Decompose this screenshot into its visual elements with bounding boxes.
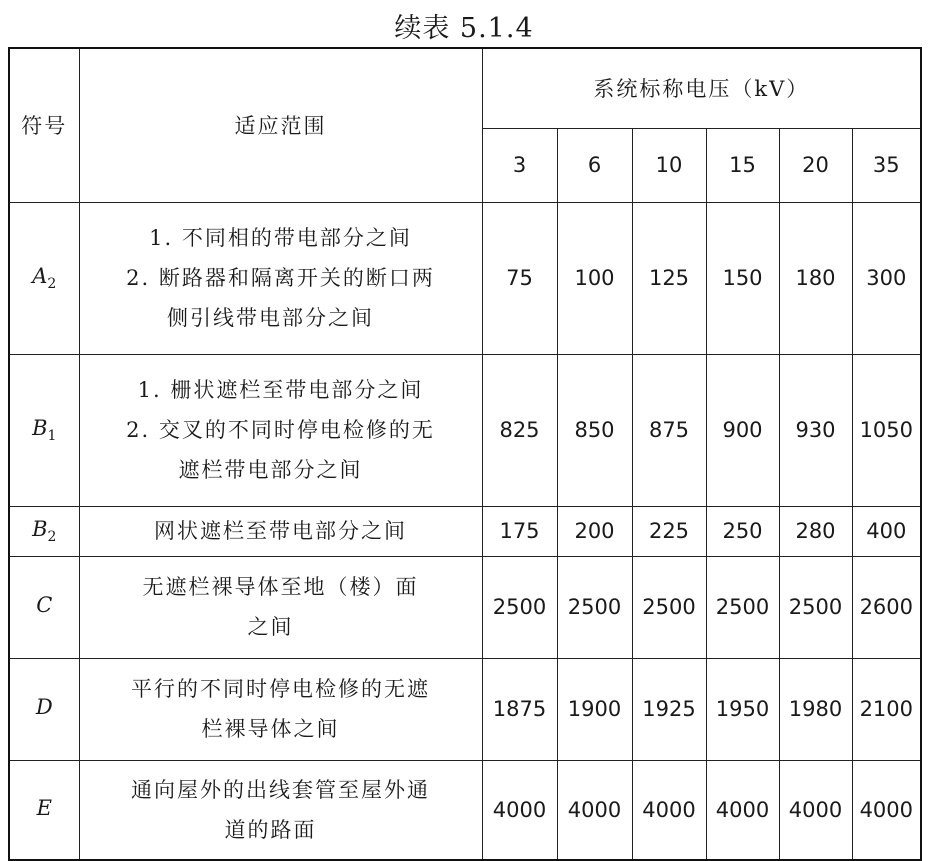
voltage-header: 35: [852, 128, 921, 202]
clearance-value: 1900: [557, 658, 632, 760]
clearance-value: 4000: [557, 760, 632, 860]
symbol-letter: E: [36, 795, 52, 820]
clearance-value: 4000: [632, 760, 706, 860]
symbol-subscript: 2: [47, 276, 57, 293]
clearance-value: 100: [557, 202, 632, 354]
scope-line: 2. 断路器和隔离开关的断口两: [126, 266, 435, 290]
clearance-value: 2500: [557, 556, 632, 658]
clearance-value: 75: [482, 202, 557, 354]
symbol-letter: B: [32, 516, 48, 541]
voltage-group-header: 系统标称电压（kV）: [482, 48, 921, 128]
clearance-value: 4000: [852, 760, 921, 860]
clearance-value: 2500: [482, 556, 557, 658]
symbol-letter: D: [35, 694, 53, 719]
clearance-value: 1950: [706, 658, 779, 760]
table-row: [9, 354, 921, 506]
row-scope: [79, 202, 482, 354]
symbol-header: 符号: [9, 48, 79, 202]
clearance-value: 875: [632, 354, 706, 506]
clearance-value: 4000: [706, 760, 779, 860]
clearance-value: 1925: [632, 658, 706, 760]
row-scope: [79, 658, 482, 760]
clearance-value: 175: [482, 506, 557, 556]
clearance-value: 2500: [779, 556, 852, 658]
clearance-value: 930: [779, 354, 852, 506]
symbol-subscript: 2: [47, 529, 57, 546]
clearance-value: 180: [779, 202, 852, 354]
clearance-value: 4000: [779, 760, 852, 860]
scope-line: 网状遮栏至带电部分之间: [154, 519, 407, 543]
clearance-table: [8, 47, 922, 861]
clearance-value: 225: [632, 506, 706, 556]
voltage-header: 20: [779, 128, 852, 202]
symbol-letter: A: [32, 263, 48, 288]
table-row: [9, 658, 921, 760]
symbol-letter: B: [32, 415, 48, 440]
row-scope: [79, 354, 482, 506]
symbol-letter: C: [36, 592, 53, 617]
voltage-header: 15: [706, 128, 779, 202]
scope-line: 通向屋外的出线套管至屋外通: [131, 777, 430, 802]
scope-line: 1. 栅状遮栏至带电部分之间: [137, 378, 424, 402]
clearance-value: 4000: [482, 760, 557, 860]
clearance-value: 2100: [852, 658, 921, 760]
scope-line: 平行的不同时停电检修的无遮: [131, 677, 430, 701]
clearance-value: 1050: [852, 354, 921, 506]
row-scope: [79, 506, 482, 556]
scope-line: 栏裸导体之间: [201, 717, 340, 741]
clearance-value: 200: [557, 506, 632, 556]
table-row: [9, 506, 921, 556]
scope-line: 之间: [247, 615, 294, 639]
scope-line: 侧引线带电部分之间: [167, 306, 374, 330]
scope-header: 适应范围: [79, 48, 482, 202]
scope-line: 2. 交叉的不同时停电检修的无: [126, 418, 435, 442]
clearance-value: 150: [706, 202, 779, 354]
header-row: [9, 48, 921, 128]
table-title: 续表 5.1.4: [394, 13, 534, 44]
symbol-subscript: 1: [47, 428, 57, 445]
clearance-value: 2500: [706, 556, 779, 658]
clearance-value: 1980: [779, 658, 852, 760]
clearance-value: 300: [852, 202, 921, 354]
row-scope: [79, 556, 482, 658]
voltage-header: 10: [632, 128, 706, 202]
voltage-header: 3: [482, 128, 557, 202]
voltage-header: 6: [557, 128, 632, 202]
table-row: [9, 202, 921, 354]
clearance-value: 2500: [632, 556, 706, 658]
clearance-value: 2600: [852, 556, 921, 658]
clearance-value: 125: [632, 202, 706, 354]
table-row: [9, 556, 921, 658]
clearance-value: 280: [779, 506, 852, 556]
clearance-value: 900: [706, 354, 779, 506]
row-symbol: [9, 506, 79, 556]
scope-line: 无遮栏裸导体至地（楼）面: [142, 575, 419, 599]
clearance-value: 825: [482, 354, 557, 506]
scope-line: 道的路面: [224, 817, 317, 842]
scope-line: 1. 不同相的带电部分之间: [149, 226, 412, 250]
table-row: [9, 760, 921, 860]
clearance-value: 850: [557, 354, 632, 506]
clearance-value: 1875: [482, 658, 557, 760]
scope-line: 遮栏带电部分之间: [178, 458, 363, 482]
clearance-value: 250: [706, 506, 779, 556]
clearance-value: 400: [852, 506, 921, 556]
row-scope: [79, 760, 482, 860]
